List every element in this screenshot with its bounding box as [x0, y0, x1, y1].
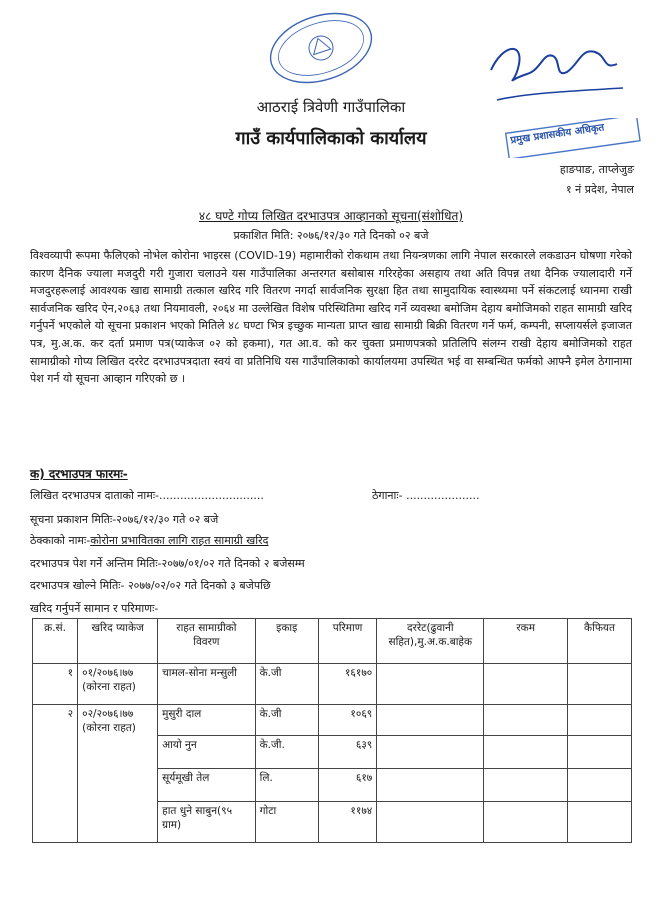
cell-remarks: [568, 802, 632, 843]
cell-rate: [377, 664, 484, 705]
cell-item: आयो नुन: [158, 736, 255, 769]
bidder-name-line: लिखित दरभाउपत्र दाताको नामः-..............................: [30, 489, 264, 502]
cell-unit: के.जी: [255, 705, 318, 736]
office-seal: [262, 6, 380, 90]
cell-remarks: [568, 664, 632, 705]
org-name: आठराई त्रिवेणी गाउँपालिका: [256, 98, 406, 116]
cell-item: मुसुरी दाल: [158, 705, 255, 736]
cell-unit: लि.: [255, 769, 318, 802]
cell-sn: १: [33, 664, 78, 705]
contract-line: [30, 533, 268, 548]
cell-qty: १६१७०: [318, 664, 376, 705]
cell-amount: [484, 705, 568, 736]
header-package: खरिद प्याकेज: [78, 619, 158, 664]
cell-remarks: [568, 769, 632, 802]
header-qty: परिमाण: [318, 619, 376, 664]
contract-label: ठेक्काको नामः-: [30, 534, 91, 547]
opening-line: दरभाउपत्र खोल्ने मितिः- २०७७/०२/०२ गते दिनको ३ बजेपछि: [30, 579, 271, 592]
header-remarks: कैफियत: [568, 619, 632, 664]
cell-qty: ११७४: [318, 802, 376, 843]
cell-item: चामल-सोना मन्सुली: [158, 664, 255, 705]
notice-title: ४८ घण्टे गोप्य लिखित दरभाउपत्र आव्हानको सूचना(संशोधित): [198, 209, 464, 223]
contract-name: कोरोना प्रभावितका लागि राहत सामाग्री खरिद: [90, 534, 269, 547]
table-row: [33, 705, 632, 736]
pub-date-line: सूचना प्रकाशन मितिः-२०७६/१२/३० गते ०२ बजे: [30, 513, 219, 526]
header-amount: रकम: [484, 619, 568, 664]
header-rate: दररेट(ढुवानी सहित),मु.अ.क.बाहेक: [377, 619, 484, 664]
notice-body: विश्वव्यापी रूपमा फैलिएको नोभेल कोरोना भाइरस (COVID-19) महामारीको रोकथाम तथा नियन्त्रणका लागि नेपाल सरकारले लकडाउन घोषणा गरेको कारण दैनिक ज्याला मजदुरी गरी गुजारा चलाउने यस गाउँपालिका अन्तरगत बसोबास गरिरहेका असहाय तथा अति विपन्न तथा दैनिक ज्यालादारी गर्ने मजदुरहरूलाई आवश्यक खाद्य सामाग्री तत्काल खरिद गरि वितरण नगर्दा सार्वजनिक सुरक्षा हित तथा सामुदायिक स्वास्थ्यमा पर्ने संकटलाई ध्यानमा राखी सार्वजनिक खरिद ऐन,२०६३ तथा नियमावली, २०६४ मा उल्लेखित विशेष परिस्थितिमा खरिद गर्ने व्यवस्था बमोजिम देहाय बमोजिमको राहत सामाग्री खरिद गर्नुपर्ने भएकोले यो सूचना प्रकाशन भएको मितिले ४८ घण्टा भित्र इच्छुक मान्यता प्राप्त खाद्य सामाग्री बिक्री वितरण गर्ने फर्म, कम्पनी, सप्लायर्सले इजाजत पत्र, मु.अ.क. कर दर्ता प्रमाण पत्र(प्याकेज ०२ को हकमा), गत आ.व. को कर चुक्ता प्रमाणपत्रको प्रतिलिपि संलग्न राखी देहाय बमोजिमको राहत सामाग्रीको गोप्य लिखित दररेट दरभाउपत्रदाता स्वयं वा प्रतिनिधि यस गाउँपालिकाको कार्यालयमा उपस्थित भई वा सम्बन्धित फर्मको आफ्नै इमेल ठेगानामा पेश गर्न यो सूचना आव्हान गरिएको छ ।: [30, 249, 632, 386]
cell-remarks: [568, 705, 632, 736]
stamp-text: प्रमुख प्रशासकीय अधिकृत: [509, 122, 605, 147]
cell-unit: के.जी: [255, 664, 318, 705]
address-line: ठेगानाः- .....................: [372, 489, 480, 502]
header-unit: इकाइ: [255, 619, 318, 664]
cell-unit: गोटा: [255, 802, 318, 843]
cell-amount: [484, 736, 568, 769]
table-header-row: [33, 619, 632, 664]
cell-rate: [377, 736, 484, 769]
cell-package: ०१/२०७६।७७ (कोरना राहत): [78, 664, 158, 705]
header-item: राहत सामाग्रीको विवरण: [158, 619, 255, 664]
cell-unit: के.जी.: [255, 736, 318, 769]
header-sn: क्र.सं.: [33, 619, 78, 664]
cell-rate: [377, 802, 484, 843]
table-row: [33, 664, 632, 705]
cell-rate: [377, 769, 484, 802]
cell-item: हात धुने साबुन(९५ ग्राम): [158, 802, 255, 843]
form-heading: क) दरभाउपत्र फारमः-: [30, 467, 128, 481]
cell-qty: ६३९: [318, 736, 376, 769]
cell-sn: २: [33, 705, 78, 843]
deadline-line: दरभाउपत्र पेश गर्ने अन्तिम मितिः-२०७७/०१/०२ गते दिनको २ बजेसम्म: [30, 557, 305, 570]
cell-rate: [377, 705, 484, 736]
cell-qty: १०६९: [318, 705, 376, 736]
cell-remarks: [568, 736, 632, 769]
cell-amount: [484, 664, 568, 705]
cell-item: सूर्यमूखी तेल: [158, 769, 255, 802]
items-label: खरिद गर्नुपर्ने सामान र परिमाणः-: [30, 602, 159, 615]
cell-amount: [484, 802, 568, 843]
cell-qty: ६१७: [318, 769, 376, 802]
items-table: [32, 618, 632, 843]
location-line-1: हाङपाङ, ताप्लेजुङ: [559, 163, 634, 176]
published-date: प्रकाशित मिति: २०७६/१२/३० गते दिनको ०२ बजे: [233, 229, 429, 242]
office-name: गाउँ कार्यपालिकाको कार्यालय: [235, 128, 427, 149]
cell-amount: [484, 769, 568, 802]
location-line-2: १ नं प्रदेश, नेपाल: [565, 183, 634, 196]
cell-package: ०२/२०७६।७७ (कोरना राहत): [78, 705, 158, 843]
